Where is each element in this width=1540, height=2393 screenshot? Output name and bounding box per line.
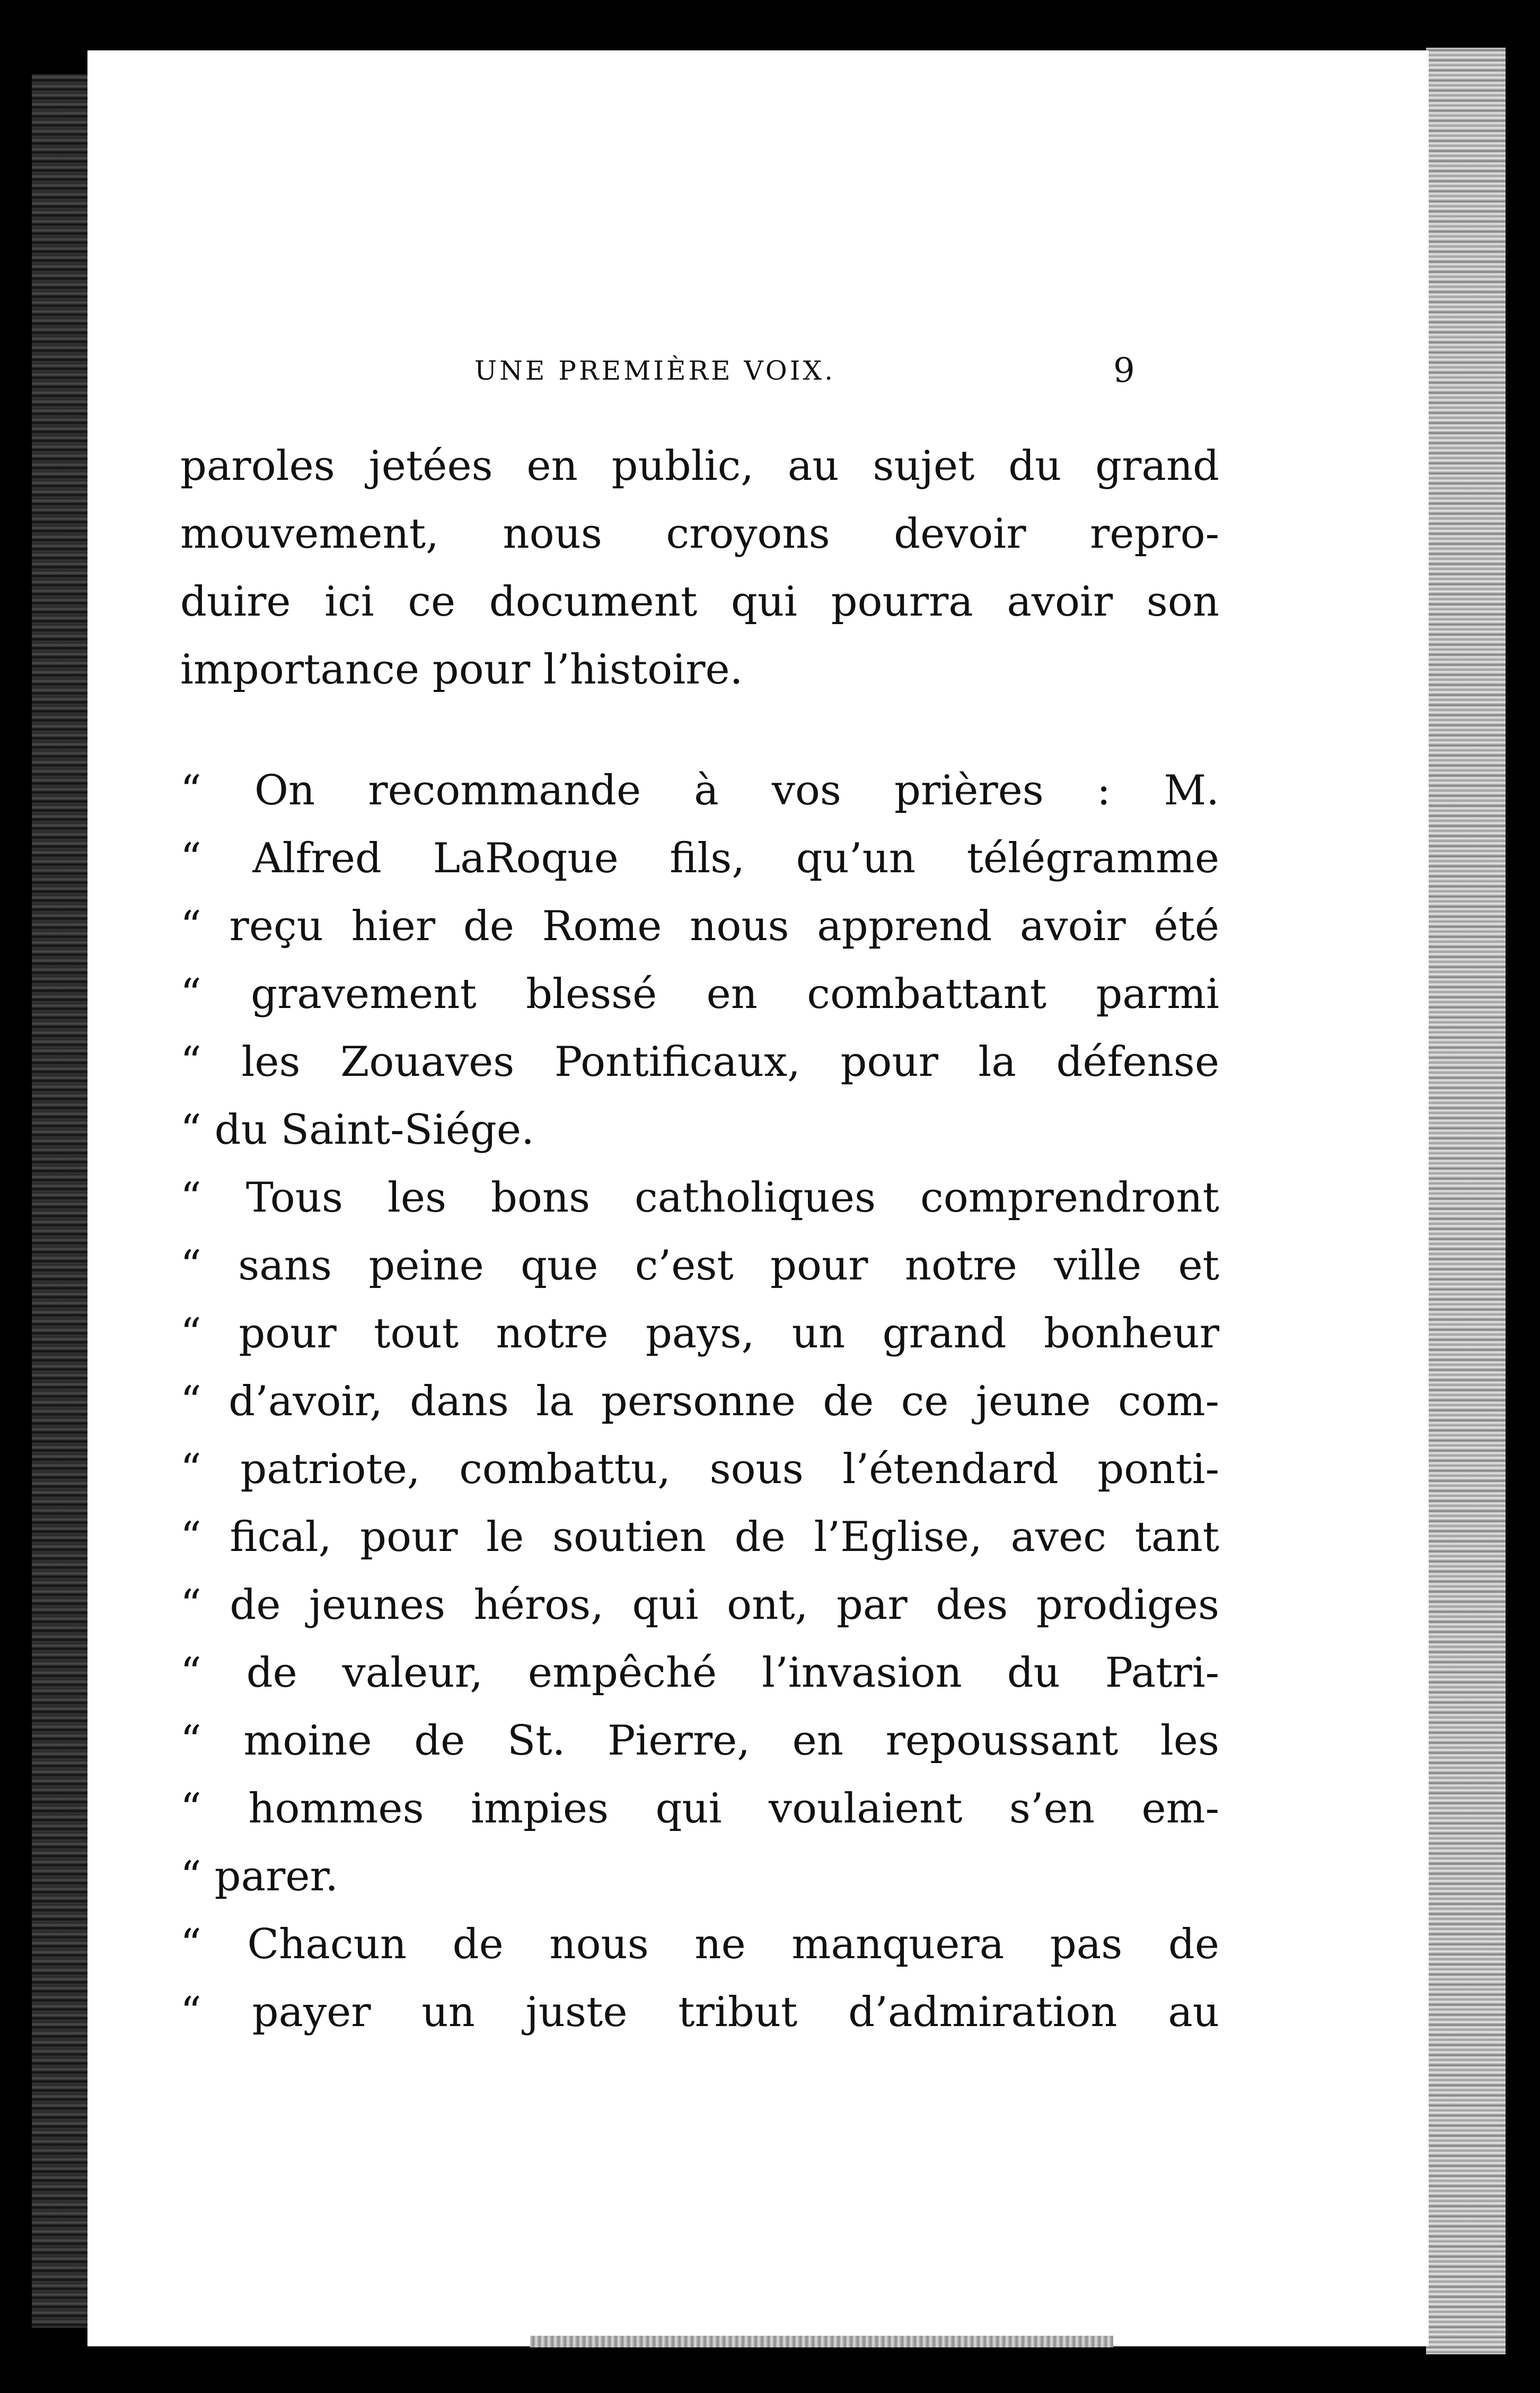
text-line: “ les Zouaves Pontificaux, pour la défense: [180, 1038, 1219, 1086]
text-line: “ moine de St. Pierre, en repoussant les: [180, 1717, 1219, 1765]
text-line: “ pour tout notre pays, un grand bonheur: [180, 1310, 1219, 1357]
paragraph-gap: [180, 704, 1219, 757]
text-line: “ fical, pour le soutien de l’Eglise, avec tant: [180, 1513, 1219, 1561]
running-head: [87, 351, 1429, 392]
text-line: “ reçu hier de Rome nous apprend avoir été: [180, 902, 1219, 950]
text-line: “ de valeur, empêché l’invasion du Patri-: [180, 1649, 1219, 1697]
text-line: duire ici ce document qui pourra avoir son: [180, 578, 1219, 626]
page-bottom-edge: [530, 2336, 1113, 2347]
book-spine-edge: [32, 74, 95, 2328]
text-line: “ parer.: [180, 1853, 339, 1900]
page-number: 9: [1113, 351, 1135, 390]
paragraph-quote-catholics: [180, 1164, 1219, 1910]
text-line: “ du Saint-Siége.: [180, 1106, 534, 1154]
text-line: “ d’avoir, dans la personne de ce jeune com-: [180, 1378, 1219, 1425]
paragraph-quote-announcement: [180, 757, 1219, 1164]
book-page: [87, 50, 1429, 2346]
paragraph-intro: [180, 432, 1219, 704]
running-title: UNE PREMIÈRE VOIX.: [474, 355, 836, 386]
text-line: “ hommes impies qui voulaient s’en em-: [180, 1785, 1219, 1833]
text-line: “ Alfred LaRoque fils, qu’un télégramme: [180, 835, 1219, 882]
text-line: “ gravement blessé en combattant parmi: [180, 970, 1219, 1018]
paragraph-quote-tribute: [180, 1910, 1219, 2046]
text-line: paroles jetées en public, au sujet du grand: [180, 442, 1219, 490]
text-line: importance pour l’histoire.: [180, 646, 743, 694]
text-line: “ Chacun de nous ne manquera pas de: [180, 1921, 1219, 1968]
text-line: “ On recommande à vos prières : M.: [180, 767, 1219, 814]
page-stack-edge: [1426, 48, 1506, 2354]
text-line: “ payer un juste tribut d’admiration au: [180, 1988, 1219, 2036]
text-line: mouvement, nous croyons devoir repro-: [180, 510, 1219, 558]
text-line: “ sans peine que c’est pour notre ville et: [180, 1242, 1219, 1290]
body-text: [180, 432, 1219, 2046]
text-line: “ de jeunes héros, qui ont, par des prodiges: [180, 1581, 1219, 1629]
text-line: “ Tous les bons catholiques comprendront: [180, 1174, 1219, 1222]
text-line: “ patriote, combattu, sous l’étendard ponti-: [180, 1445, 1219, 1493]
